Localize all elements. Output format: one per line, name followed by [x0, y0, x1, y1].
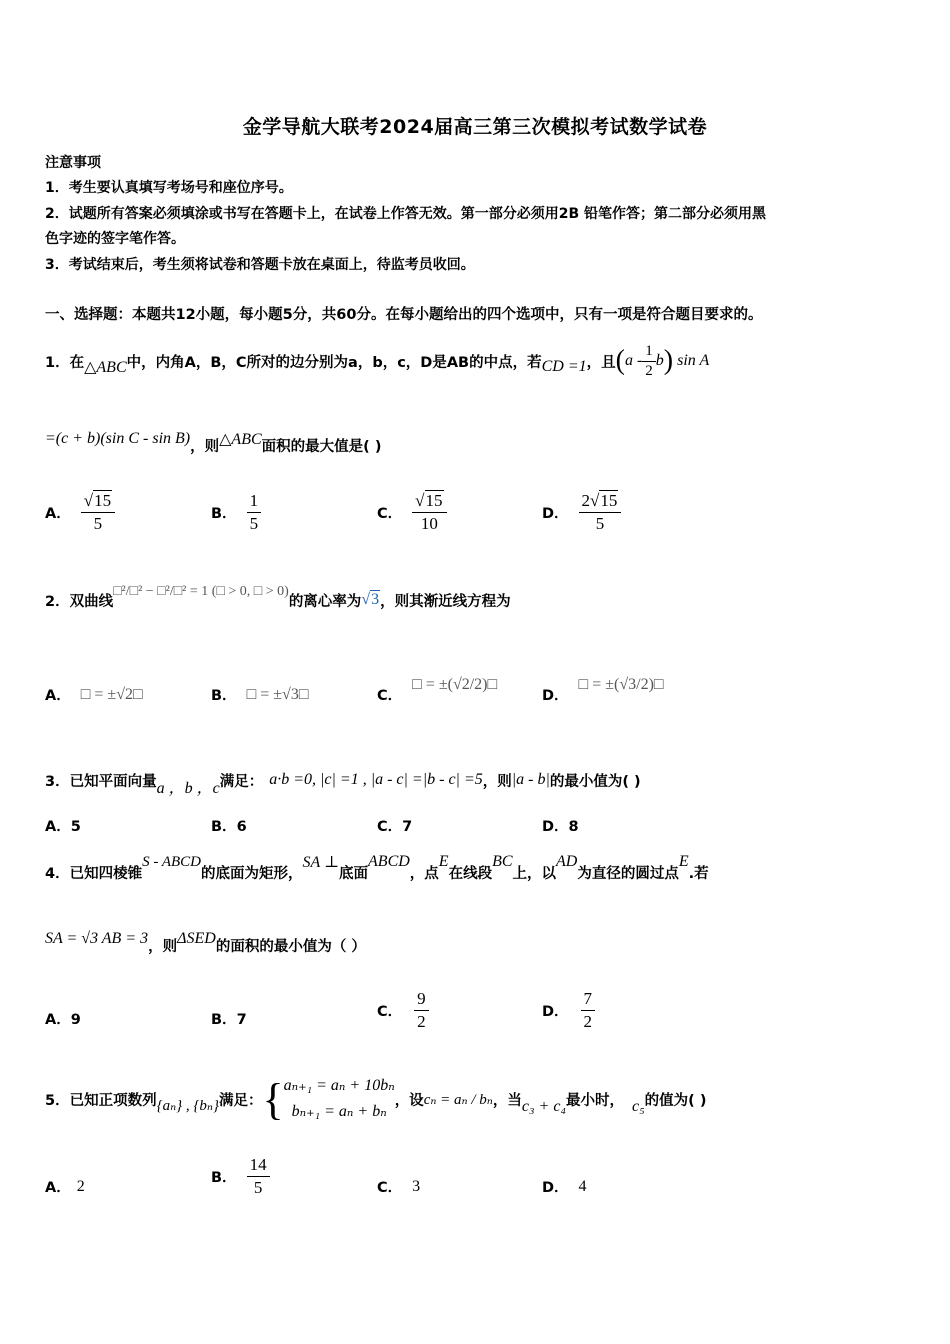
q1-option-b[interactable]: [211, 486, 261, 538]
q4-condition: SA = √3 AB = 3: [45, 930, 149, 947]
q5-option-b-den: 5: [253, 1177, 263, 1197]
q1-rparen: ): [663, 345, 674, 376]
q3-ask: 的最小值为( ): [549, 773, 641, 790]
q3-option-a-label: A．: [45, 819, 71, 835]
notice-heading: 注意事项: [45, 155, 101, 171]
q4-text-6: 为直径的圆过点: [577, 865, 679, 882]
q2-option-b-label: B．: [211, 688, 237, 704]
q5-option-a-value: 2: [76, 1177, 85, 1195]
q2-ecc: √3: [361, 591, 380, 608]
q3-option-d[interactable]: [542, 815, 579, 836]
page-title: 金学导航大联考2024届高三第三次模拟考试数学试卷: [242, 116, 708, 138]
q1-sina: sin A: [677, 352, 710, 369]
q1-option-d-frac: [579, 490, 622, 535]
q5-option-d-value: 4: [578, 1177, 587, 1195]
q3-options: [45, 815, 695, 839]
q5-set: ，设: [394, 1092, 424, 1109]
q4-options: [45, 984, 695, 1036]
q4-option-d[interactable]: [542, 984, 595, 1036]
q1-option-a-label: A．: [45, 505, 71, 522]
q3-vectors: a ，b ，c: [156, 779, 220, 797]
q5-option-b-frac: [247, 1154, 270, 1199]
q4-option-d-den: 2: [583, 1011, 593, 1031]
notice-item-2-cont: 色字迹的签字笔作答。: [45, 231, 185, 247]
q1-options: [45, 486, 645, 538]
q4-then: ，则: [148, 938, 178, 955]
q1-then: ，则: [190, 438, 220, 455]
q5-system: [263, 1073, 395, 1125]
q1-option-a-frac: [81, 490, 115, 535]
q3-option-b-value: 6: [236, 819, 247, 835]
q5-option-a-label: A．: [45, 1180, 71, 1196]
q3-option-c-value: 7: [402, 819, 413, 835]
q4-option-c-num: 9: [414, 988, 429, 1011]
q4-option-b-label: B．: [211, 1012, 237, 1028]
q3-option-a-value: 5: [70, 819, 81, 835]
q4-option-b[interactable]: [211, 1008, 247, 1029]
q4-triangle-sed: ΔSED: [177, 930, 216, 947]
q1-option-a-radicand: 15: [94, 490, 112, 510]
q4-base: ABCD: [368, 853, 410, 870]
q4-text-3: ，点: [409, 865, 439, 882]
question-5: [45, 1068, 706, 1130]
q2-option-a[interactable]: [45, 684, 143, 705]
q1-option-d-radicand: 15: [600, 490, 618, 510]
q5-text-2: 最小时，: [566, 1092, 624, 1109]
question-4-line1: [45, 852, 709, 892]
q1-option-d-coef: 2: [581, 490, 591, 510]
q2-option-c-expr: □ = ±(√2/2)□: [412, 675, 498, 693]
q1-option-b-frac: [247, 490, 262, 535]
q1-option-c-num: √15: [412, 490, 446, 513]
q4-text-7: .若: [688, 865, 709, 882]
q2-options: [45, 676, 695, 716]
q4-point-e: E: [438, 853, 449, 870]
q1-option-b-den: 5: [249, 513, 259, 533]
q1-option-d-label: D．: [542, 505, 569, 522]
q2-option-b-expr: □ = ±√3□: [246, 685, 309, 703]
q5-option-b-num: 14: [247, 1154, 270, 1177]
q1-triangle: △ABC: [84, 359, 127, 376]
q3-prefix: 3．已知平面向量: [45, 773, 157, 790]
q4-segment-bc: BC: [492, 853, 513, 870]
q4-text-1: 的底面为矩形，: [200, 865, 303, 882]
q1-option-c-radicand: 15: [425, 490, 443, 510]
q1-expr-a: a -: [624, 352, 643, 369]
q4-text-5: 上，以: [512, 865, 557, 882]
q4-option-d-label: D．: [542, 1003, 569, 1020]
q5-sum: c₃ + c₄: [521, 1098, 566, 1115]
q2-option-b[interactable]: [211, 684, 308, 705]
q1-text: 中，内角A，B，C所对的边分别为a，b，c，D是AB的中点，若: [126, 354, 542, 371]
q4-option-c-frac: [414, 988, 429, 1033]
q4-option-a[interactable]: [45, 1008, 81, 1029]
q5-option-c-value: 3: [412, 1177, 421, 1195]
notice-item-2: 2．试题所有答案必须填涂或书写在答题卡上，在试卷上作答无效。第一部分必须用2B 铅笔作答；第二部分必须用黑: [45, 206, 767, 222]
q1-half-den: 2: [645, 362, 653, 379]
q1-and: ，且: [586, 354, 616, 371]
q4-prefix: 4．已知四棱锥: [45, 865, 143, 882]
q5-system-line-2: bₙ₊₁ = aₙ + bₙ: [291, 1103, 387, 1120]
q5-option-c[interactable]: [377, 1176, 420, 1197]
q1-lparen: (: [615, 345, 625, 376]
q5-option-a[interactable]: [45, 1176, 85, 1197]
q1-half-num: 1: [642, 342, 656, 362]
q4-option-b-value: 7: [236, 1012, 247, 1028]
q5-system-line-1: aₙ₊₁ = aₙ + 10bₙ: [283, 1077, 395, 1094]
q2-option-a-label: A．: [45, 688, 71, 704]
q5-option-b[interactable]: [211, 1150, 270, 1202]
q4-option-c-den: 2: [417, 1011, 426, 1031]
q3-option-d-label: D．: [542, 819, 569, 835]
q5-option-d[interactable]: [542, 1176, 587, 1197]
q2-option-d-label: D．: [542, 688, 569, 704]
q5-prefix: 5．已知正项数列: [45, 1092, 157, 1109]
q2-option-a-expr: □ = ±√2□: [80, 685, 143, 703]
q3-option-d-value: 8: [568, 819, 579, 835]
q3-option-a[interactable]: [45, 815, 81, 836]
q5-sequences: {aₙ} , {bₙ}: [156, 1097, 219, 1114]
q4-pyramid: S - ABCD: [142, 853, 201, 870]
q1-option-a[interactable]: [45, 486, 115, 538]
q1-option-b-label: B．: [211, 505, 237, 522]
q2-ecc-radicand: 3: [371, 591, 380, 608]
q5-option-d-label: D．: [542, 1180, 569, 1196]
q5-options: [45, 1150, 695, 1202]
q1-option-c-den: 10: [420, 513, 438, 533]
q3-expr: |a - b|: [511, 771, 550, 788]
q1-option-d-den: 5: [595, 513, 605, 533]
question-1-line2: [45, 425, 381, 465]
q5-ask: 的值为( ): [644, 1092, 707, 1109]
q4-text-2: 底面: [339, 865, 369, 882]
q4-option-d-frac: [581, 988, 596, 1033]
q5-when: ，当: [492, 1092, 522, 1109]
section-heading: 一、选择题：本题共12小题，每小题5分，共60分。在每小题给出的四个选项中，只有一项是符合题目要求的。: [45, 307, 763, 323]
q5-system-lines: [284, 1073, 395, 1125]
question-3: [45, 760, 641, 800]
q1-triangle-2: △ABC: [219, 431, 262, 448]
q1-option-c[interactable]: [377, 486, 447, 538]
q1-prefix: 1．在: [45, 354, 85, 371]
q2-ask: ，则其渐近线方程为: [380, 593, 511, 610]
q1-expr2: =(c + b)(sin C - sin B): [45, 430, 191, 447]
q2-option-c[interactable]: [377, 675, 498, 705]
q2-text: 的离心率为: [288, 593, 362, 610]
q3-conditions: a·b =0, |c| =1 , |a - c| =|b - c| =5: [269, 771, 483, 788]
q5-cn: cₙ = aₙ / bₙ: [423, 1091, 493, 1108]
q3-option-c[interactable]: [377, 815, 412, 836]
q1-option-d-num: 2√15: [579, 490, 622, 513]
q1-ask: 面积的最大值是( ): [261, 438, 382, 455]
q1-option-a-den: 5: [93, 513, 103, 533]
q1-expr-b: b: [655, 352, 664, 369]
q2-option-c-label: C．: [377, 688, 403, 704]
q1-option-c-frac: [412, 490, 446, 535]
q4-option-a-value: 9: [70, 1012, 81, 1028]
q3-option-b[interactable]: [211, 815, 247, 836]
q1-option-d[interactable]: [542, 486, 621, 538]
q5-c5: c₅: [632, 1098, 645, 1115]
q4-point-e-2: E: [678, 853, 689, 870]
q4-diameter-ad: AD: [556, 853, 578, 870]
q5-option-c-label: C．: [377, 1180, 403, 1196]
question-2: [45, 580, 511, 620]
q4-option-c[interactable]: [377, 984, 429, 1036]
q2-hyperbola-expr: □²/□² − □²/□² = 1 (□ > 0, □ > 0): [113, 584, 289, 599]
q1-half: [642, 342, 656, 381]
q2-option-d-expr: □ = ±(√3/2)□: [578, 675, 664, 693]
q1-option-b-num: 1: [247, 490, 262, 513]
notice-item-3: 3．考试结束后，考生须将试卷和答题卡放在桌面上，待监考员收回。: [45, 257, 475, 273]
q4-ask: 的面积的最小值为（ ）: [215, 938, 366, 955]
q4-option-c-label: C．: [377, 1003, 403, 1020]
q5-text: 满足：: [219, 1092, 263, 1109]
q4-option-d-num: 7: [581, 988, 596, 1011]
q4-option-a-label: A．: [45, 1012, 71, 1028]
question-4-line2: [45, 925, 366, 965]
q3-option-c-label: C．: [377, 819, 403, 835]
question-1-line1: [45, 338, 709, 384]
q2-prefix: 2．双曲线: [45, 593, 114, 610]
q2-option-d[interactable]: [542, 675, 664, 705]
q3-then: ，则: [482, 773, 512, 790]
notice-item-1: 1．考生要认真填写考场号和座位序号。: [45, 180, 293, 196]
q5-option-b-label: B．: [211, 1169, 237, 1186]
q3-option-b-label: B．: [211, 819, 237, 835]
q3-text: 满足：: [219, 773, 264, 790]
q1-option-a-num: √15: [81, 490, 115, 513]
q1-cd: CD =1: [541, 358, 587, 375]
q5-brace: {: [262, 1074, 284, 1124]
q4-perp: SA ⊥: [302, 854, 340, 871]
q1-option-c-label: C．: [377, 505, 403, 522]
q4-text-4: 在线段: [448, 865, 493, 882]
